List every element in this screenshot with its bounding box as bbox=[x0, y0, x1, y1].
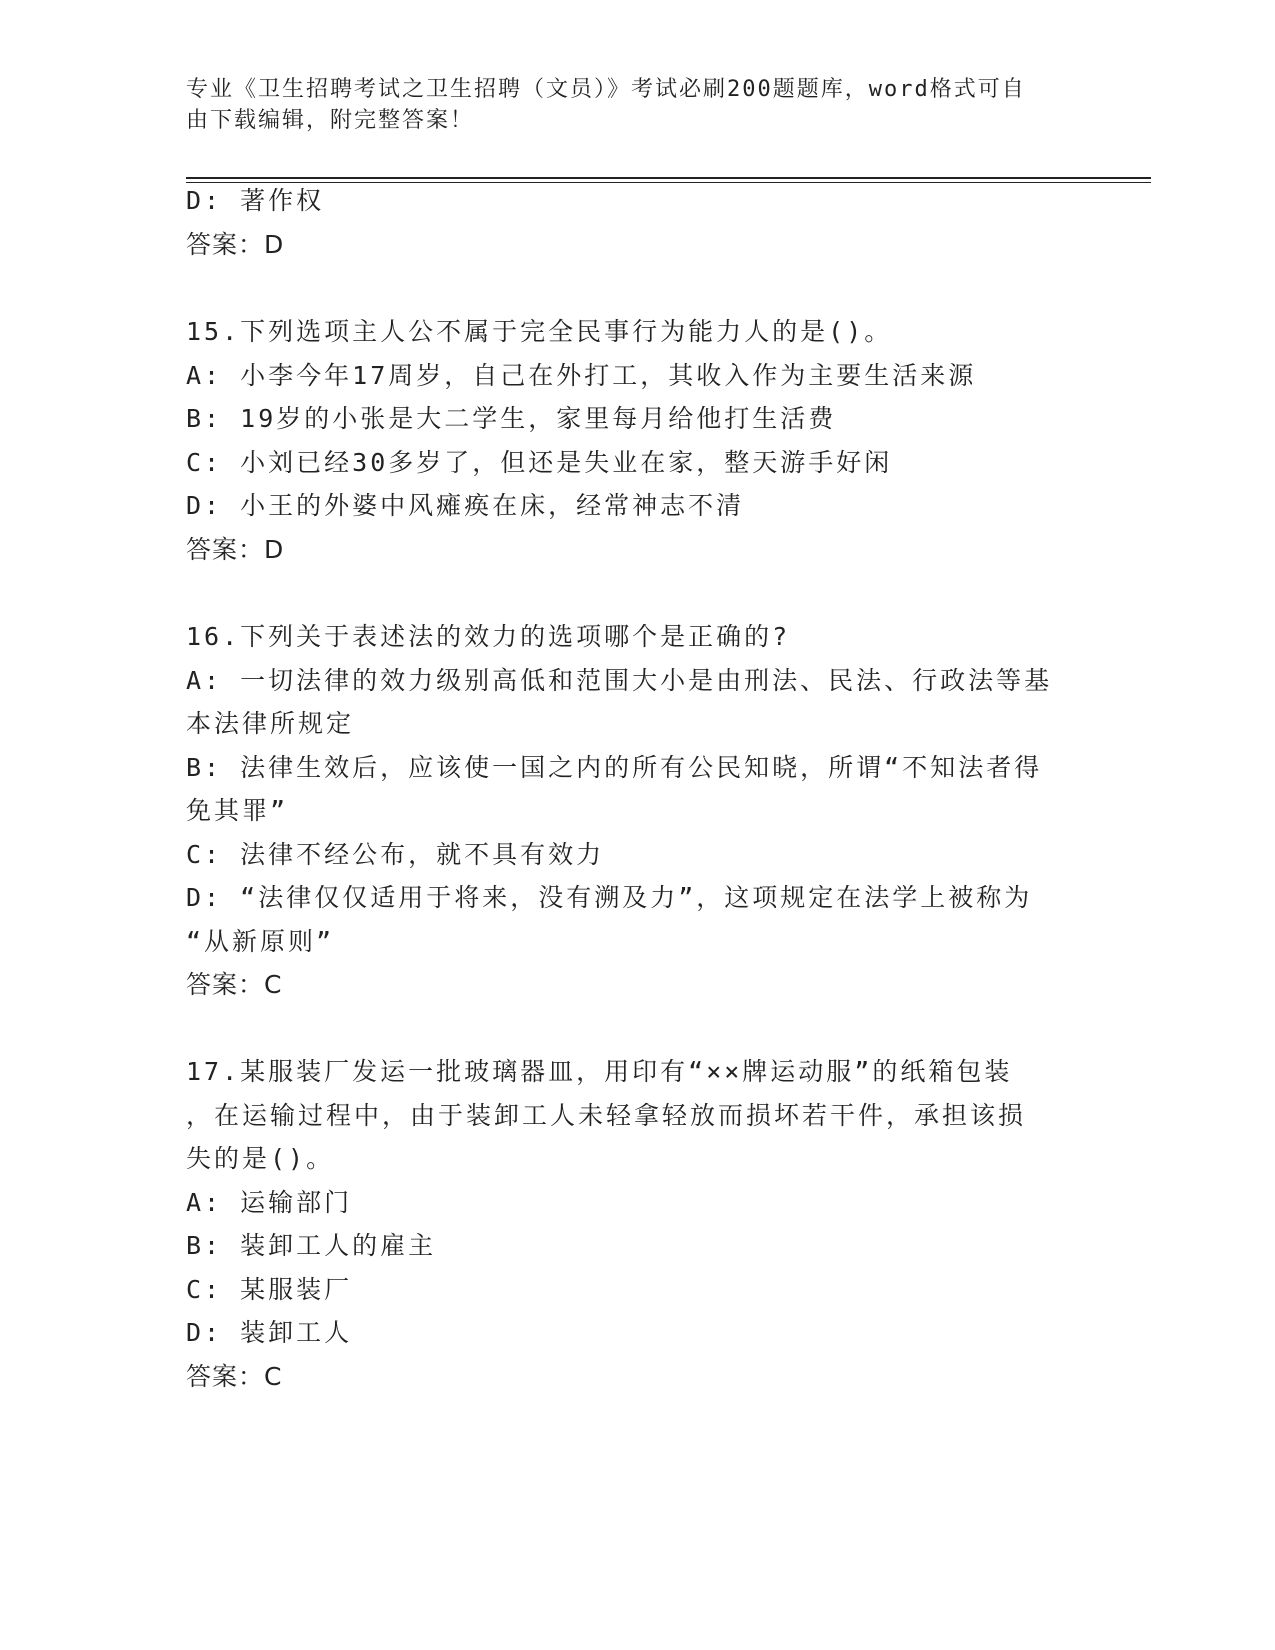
prev-option-d: D: 著作权 bbox=[186, 186, 325, 215]
header-line-2: 由下载编辑，附完整答案！ bbox=[186, 108, 475, 133]
q17-answer: 答案：C bbox=[186, 1362, 283, 1391]
header-divider-thin bbox=[186, 182, 1151, 183]
header-divider-thick bbox=[186, 177, 1151, 179]
q17-option-c: C: 某服装厂 bbox=[186, 1275, 353, 1304]
q16-option-b-line1: B: 法律生效后，应该使一国之内的所有公民知晓，所谓“不知法者得 bbox=[186, 753, 1043, 782]
q16-option-a-line2: 本法律所规定 bbox=[186, 709, 355, 738]
q17-option-d: D: 装卸工人 bbox=[186, 1318, 353, 1347]
q15-option-d: D: 小王的外婆中风瘫痪在床，经常神志不清 bbox=[186, 491, 745, 520]
header-line-1: 专业《卫生招聘考试之卫生招聘（文员）》考试必刷200题题库，word格式可自 bbox=[186, 77, 1026, 102]
q16-stem: 16.下列关于表述法的效力的选项哪个是正确的? bbox=[186, 622, 791, 651]
q17-stem-line3: 失的是()。 bbox=[186, 1144, 335, 1173]
q16-option-c: C: 法律不经公布，就不具有效力 bbox=[186, 840, 605, 869]
q15-answer: 答案：D bbox=[186, 535, 285, 564]
q17-stem-line1: 17.某服装厂发运一批玻璃器皿，用印有“××牌运动服”的纸箱包装 bbox=[186, 1057, 1013, 1086]
q17-stem-line2: ，在运输过程中，由于装卸工人未轻拿轻放而损坏若干件，承担该损 bbox=[186, 1101, 1027, 1130]
q17-option-a: A: 运输部门 bbox=[186, 1188, 353, 1217]
q16-option-b-line2: 免其罪” bbox=[186, 796, 289, 825]
document-header bbox=[186, 74, 1076, 136]
q16-option-d-line2: “从新原则” bbox=[186, 927, 335, 956]
q17-option-b: B: 装卸工人的雇主 bbox=[186, 1231, 437, 1260]
q15-stem: 15.下列选项主人公不属于完全民事行为能力人的是()。 bbox=[186, 317, 893, 346]
q15-option-b: B: 19岁的小张是大二学生，家里每月给他打生活费 bbox=[186, 404, 837, 433]
q16-option-d-line1: D: “法律仅仅适用于将来，没有溯及力”，这项规定在法学上被称为 bbox=[186, 883, 1033, 912]
q15-option-c: C: 小刘已经30多岁了，但还是失业在家，整天游手好闲 bbox=[186, 448, 893, 477]
q16-option-a-line1: A: 一切法律的效力级别高低和范围大小是由刑法、民法、行政法等基 bbox=[186, 666, 1053, 695]
q16-answer: 答案：C bbox=[186, 970, 283, 999]
q15-option-a: A: 小李今年17周岁，自己在外打工，其收入作为主要生活来源 bbox=[186, 361, 977, 390]
prev-answer: 答案：D bbox=[186, 230, 285, 259]
